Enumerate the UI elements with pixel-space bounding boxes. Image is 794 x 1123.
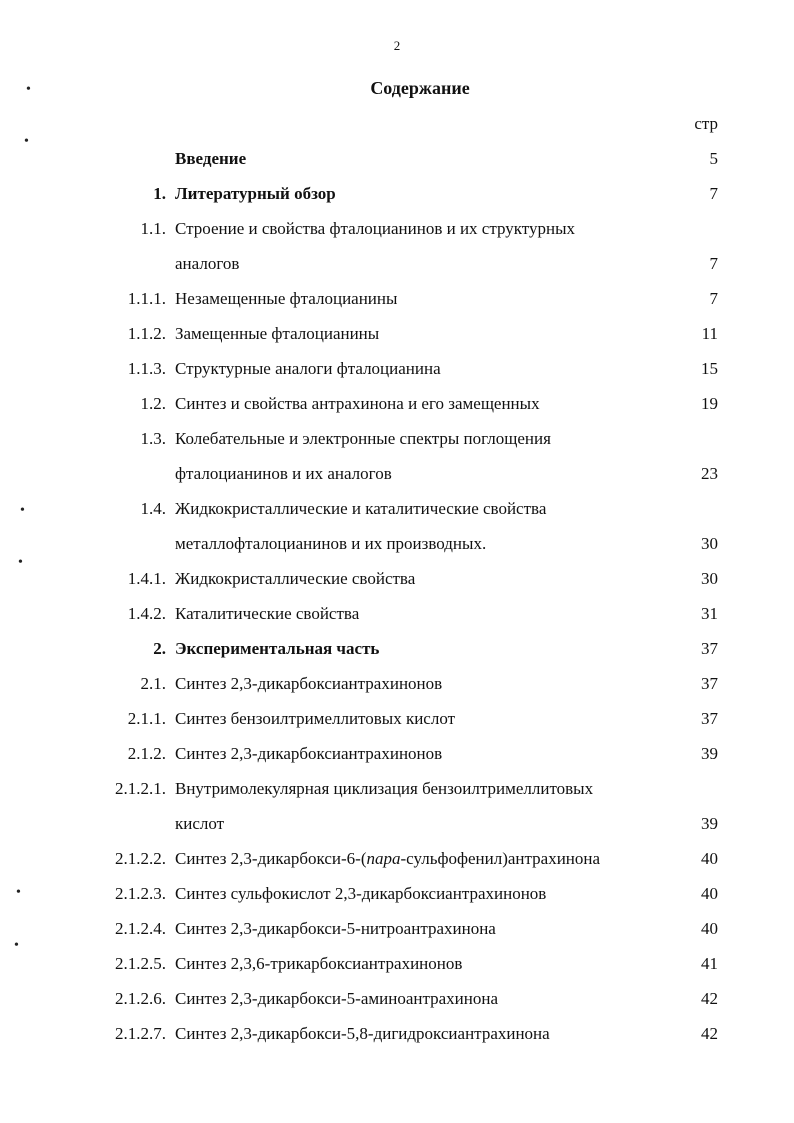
toc-entry <box>0 877 794 912</box>
toc-entry-title: Жидкокристаллические и каталитические свойства <box>175 499 547 518</box>
toc-entry-page: 41 <box>701 954 718 973</box>
toc-entry <box>0 177 794 212</box>
scan-speck: • <box>16 885 21 900</box>
toc-entry <box>0 387 794 422</box>
toc-entry <box>0 772 794 807</box>
toc-entry-title: кислот <box>175 814 225 833</box>
toc-entry-page: 30 <box>701 534 718 553</box>
toc-entry-number: 2.1.2.3. <box>115 884 166 903</box>
toc-entry-title: фталоцианинов и их аналогов <box>175 464 392 483</box>
toc-entry <box>0 947 794 982</box>
toc-entry-number: 2.1. <box>140 674 166 693</box>
toc-entry-title: Синтез и свойства антрахинона и его замещенных <box>175 394 540 413</box>
page-title: Содержание <box>370 78 470 98</box>
toc-entry <box>0 842 794 877</box>
toc-entry-number: 2. <box>153 639 166 658</box>
toc-entry <box>0 982 794 1017</box>
toc-entry <box>0 1017 794 1052</box>
toc-entry <box>0 597 794 632</box>
toc-entry <box>0 667 794 702</box>
toc-entry-number: 1.4.1. <box>127 569 166 588</box>
toc-entry-title: Структурные аналоги фталоцианина <box>175 359 441 378</box>
toc-entry-number: 1.1.3. <box>127 359 166 378</box>
toc-entry-page: 42 <box>701 989 718 1008</box>
toc-entry-number: 2.1.2. <box>127 744 166 763</box>
toc-entry-title: Внутримолекулярная циклизация бензоилтримеллитовых <box>175 779 594 798</box>
toc-entry-title: Синтез 2,3-дикарбокси-6-(пара-сульфофенил)антрахинона <box>175 849 601 868</box>
toc-entry-number: 1. <box>153 184 166 203</box>
toc-entry-title: Каталитические свойства <box>175 604 360 623</box>
toc-entry-number: 2.1.2.1. <box>115 779 166 798</box>
toc-entry-page: 42 <box>701 1024 718 1043</box>
toc-entry-continuation <box>0 527 794 562</box>
toc-entry-title: Жидкокристаллические свойства <box>175 569 416 588</box>
toc-entry-number: 2.1.2.7. <box>115 1024 166 1043</box>
scan-speck: • <box>18 555 23 570</box>
toc-entry-title: Синтез сульфокислот 2,3-дикарбоксиантрахинонов <box>175 884 547 903</box>
toc-entry-page: 7 <box>709 289 718 308</box>
toc-entry-page: 7 <box>709 184 718 203</box>
toc-entry-number: 1.1.2. <box>127 324 166 343</box>
toc-entry-title: Синтез 2,3-дикарбокси-5,8-дигидроксиантрахинона <box>175 1024 550 1043</box>
toc-entry-title: Синтез бензоилтримеллитовых кислот <box>175 709 456 728</box>
toc-entry-number: 2.1.2.6. <box>115 989 166 1008</box>
toc-entry <box>0 317 794 352</box>
toc-entry <box>0 702 794 737</box>
toc-entry-page: 37 <box>701 709 718 728</box>
table-of-contents <box>0 142 794 1052</box>
toc-entry-page: 31 <box>701 604 718 623</box>
toc-entry <box>0 912 794 947</box>
toc-entry-continuation <box>0 457 794 492</box>
page-number: 2 <box>393 38 401 53</box>
toc-entry-page: 37 <box>701 674 718 693</box>
scan-speck: • <box>24 134 29 149</box>
toc-entry <box>0 492 794 527</box>
toc-entry-page: 40 <box>701 884 718 903</box>
toc-entry-page: 37 <box>701 639 718 658</box>
toc-entry <box>0 142 794 177</box>
toc-entry-page: 15 <box>701 359 718 378</box>
toc-entry-page: 30 <box>701 569 718 588</box>
toc-entry <box>0 422 794 457</box>
toc-entry-page: 40 <box>701 919 718 938</box>
toc-entry-number: 2.1.2.4. <box>115 919 166 938</box>
toc-entry-page: 11 <box>701 324 718 343</box>
toc-entry-title: Замещенные фталоцианины <box>175 324 380 343</box>
toc-entry-number: 1.1.1. <box>127 289 166 308</box>
toc-entry <box>0 562 794 597</box>
toc-entry-title: Литературный обзор <box>175 184 336 203</box>
toc-entry-title: Колебательные и электронные спектры поглощения <box>175 429 551 448</box>
toc-entry-page: 39 <box>701 744 718 763</box>
toc-entry-page: 5 <box>709 149 718 168</box>
toc-entry-number: 1.1. <box>140 219 166 238</box>
toc-entry-title: Синтез 2,3-дикарбокси-5-нитроантрахинона <box>175 919 496 938</box>
toc-entry-title: Незамещенные фталоцианины <box>175 289 398 308</box>
toc-entry-title: аналогов <box>175 254 240 273</box>
toc-entry-number: 1.2. <box>140 394 166 413</box>
toc-entry-title: Синтез 2,3-дикарбоксиантрахинонов <box>175 674 443 693</box>
toc-entry-title: Экспериментальная часть <box>175 639 380 658</box>
scan-speck: • <box>26 82 31 97</box>
toc-entry <box>0 352 794 387</box>
toc-entry-title: Синтез 2,3,6-трикарбоксиантрахинонов <box>175 954 463 973</box>
toc-entry-page: 23 <box>701 464 718 483</box>
toc-entry <box>0 632 794 667</box>
toc-entry-page: 19 <box>701 394 718 413</box>
toc-entry <box>0 282 794 317</box>
toc-entry-title: металлофталоцианинов и их производных. <box>175 534 487 553</box>
toc-entry <box>0 212 794 247</box>
toc-entry-title: Введение <box>175 149 247 168</box>
toc-entry <box>0 737 794 772</box>
scan-speck: • <box>14 938 19 953</box>
toc-entry-number: 1.4. <box>140 499 166 518</box>
toc-entry-title: Строение и свойства фталоцианинов и их структурных <box>175 219 576 238</box>
toc-entry-page: 40 <box>701 849 718 868</box>
toc-entry-title: Синтез 2,3-дикарбоксиантрахинонов <box>175 744 443 763</box>
toc-entry-number: 2.1.1. <box>127 709 166 728</box>
toc-entry-number: 2.1.2.2. <box>115 849 166 868</box>
toc-entry-page: 39 <box>701 814 718 833</box>
toc-entry-number: 2.1.2.5. <box>115 954 166 973</box>
toc-entry-continuation <box>0 807 794 842</box>
scan-speck: • <box>20 503 25 518</box>
page-column-label: стр <box>694 114 718 133</box>
toc-entry-number: 1.3. <box>140 429 166 448</box>
toc-entry-continuation <box>0 247 794 282</box>
toc-entry-page: 7 <box>709 254 718 273</box>
toc-entry-title: Синтез 2,3-дикарбокси-5-аминоантрахинона <box>175 989 498 1008</box>
toc-entry-number: 1.4.2. <box>127 604 166 623</box>
